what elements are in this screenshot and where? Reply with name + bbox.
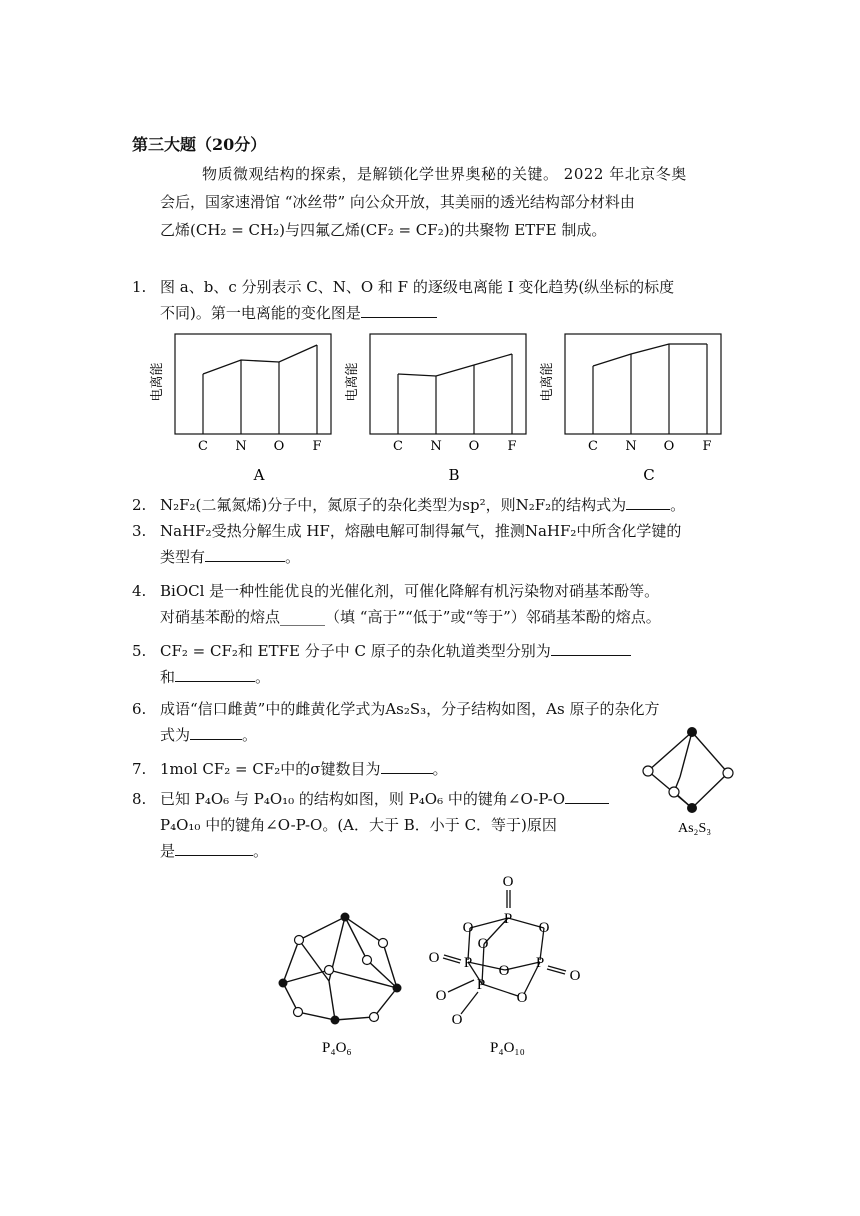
s-atom — [643, 766, 653, 776]
answer-blank[interactable] — [565, 787, 609, 804]
question-text: NaHF₂受热分解生成 HF，熔融电解可制得氟气，推测NaHF₂中所含化学键的 — [160, 522, 682, 540]
atom-o: O — [451, 1012, 463, 1028]
question-number: 4. — [132, 582, 147, 600]
atom-p: P — [535, 955, 545, 971]
atom-o: O — [477, 936, 489, 952]
section-title: 第三大题（20分） — [132, 135, 267, 154]
intro-line-3: 乙烯(CH₂ = CH₂)与四氟乙烯(CF₂ = CF₂)的共聚物 ETFE 制成。 — [160, 221, 607, 239]
atom-o: O — [428, 950, 440, 966]
series-line — [203, 345, 317, 374]
p4o10-label: P₄O₁₀ — [490, 1040, 525, 1056]
chart-frame — [565, 334, 721, 434]
question-text: 和 — [160, 668, 176, 686]
intro-line-1: 物质微观结构的探索，是解锁化学世界奥秘的关键。 2022 年北京冬奥 — [202, 165, 687, 183]
question-text: P₄O₁₀ 中的键角∠O-P-O。(A．大于 B．小于 C．等于)原因 — [160, 816, 557, 834]
question-text: 图 a、b、c 分别表示 C、N、O 和 F 的逐级电离能 I 变化趋势(纵坐标的标度 — [160, 278, 675, 296]
atom-p: P — [503, 911, 513, 927]
answer-blank[interactable] — [626, 493, 670, 510]
tick-label: F — [312, 439, 322, 454]
question-number: 3. — [132, 522, 147, 540]
atom-o: O — [498, 963, 510, 979]
atom-o: O — [538, 920, 550, 936]
p-atom — [331, 1016, 340, 1025]
series-line — [398, 354, 512, 376]
tick-label: N — [430, 439, 442, 454]
p4o6-structure — [270, 900, 410, 1070]
tick-label: F — [507, 439, 517, 454]
question-8: 8. 已知 P₄O₆ 与 P₄O₁₀ 的结构如图，则 P₄O₆ 中的键角∠O-P-O P₄O₁₀ 中的键角∠O-P-O。(A．大于 B．小于 C．等于)原因 是 。 — [132, 786, 652, 864]
question-text: 式为 — [160, 726, 191, 744]
answer-blank[interactable] — [361, 301, 437, 318]
question-5: 5. CF₂ = CF₂和 ETFE 分子中 C 原子的杂化轨道类型分别为 和 。 — [132, 638, 732, 690]
answer-blank[interactable] — [551, 639, 631, 656]
question-number: 5. — [132, 642, 147, 660]
chart-frame — [370, 334, 526, 434]
p-atom — [393, 984, 402, 993]
s-atom — [669, 787, 679, 797]
as2s3-structure — [640, 722, 740, 842]
question-text: CF₂ = CF₂和 ETFE 分子中 C 原子的杂化轨道类型分别为 — [160, 642, 551, 660]
atom-p: P — [476, 977, 486, 993]
p4o10-structure — [420, 868, 590, 1068]
answer-blank[interactable] — [205, 545, 285, 562]
question-text: 不同)。第一电离能的变化图是 — [160, 304, 361, 322]
p-atom — [341, 913, 350, 922]
question-3: 3. NaHF₂受热分解生成 HF，熔融电解可制得氟气，推测NaHF₂中所含化学键的 类型有 。 — [132, 518, 732, 570]
y-axis-label: 电离能 — [150, 362, 165, 402]
question-number: 7. — [132, 760, 147, 778]
question-text: 1mol CF₂ = CF₂中的σ键数目为 — [160, 760, 381, 778]
panel-label: C — [643, 466, 655, 484]
o-atom — [294, 1008, 303, 1017]
atom-o: O — [502, 874, 514, 890]
question-number: 6. — [132, 700, 147, 718]
tick-label: N — [625, 439, 637, 454]
atom-o: O — [462, 920, 474, 936]
series-line — [593, 344, 707, 366]
o-atom — [325, 966, 334, 975]
s-atom — [723, 768, 733, 778]
atom-o: O — [569, 968, 581, 984]
atom-p: P — [463, 955, 473, 971]
p4o6-label: P₄O₆ — [322, 1040, 352, 1056]
o-atom — [295, 936, 304, 945]
answer-blank[interactable] — [175, 839, 253, 856]
tick-label: C — [393, 439, 403, 454]
tick-label: C — [588, 439, 598, 454]
panel-label: B — [448, 466, 460, 484]
tick-label: O — [273, 439, 285, 454]
as2s3-label: As₂S₃ — [678, 821, 712, 836]
atom-o: O — [435, 988, 447, 1004]
panel-label: A — [253, 466, 265, 484]
tick-label: C — [198, 439, 208, 454]
question-4 — [132, 578, 732, 630]
answer-blank[interactable] — [175, 665, 255, 682]
tick-label: O — [468, 439, 480, 454]
intro-paragraph — [160, 160, 730, 244]
question-text: 成语“信口雌黄”中的雌黄化学式为As₂S₃，分子结构如图，As 原子的杂化方 — [160, 700, 660, 718]
p-atom — [279, 979, 288, 988]
question-text: 是 — [160, 842, 176, 860]
question-number: 1. — [132, 278, 147, 296]
o-atom — [370, 1013, 379, 1022]
question-number: 8. — [132, 790, 147, 808]
question-text: 对硝基苯酚的熔点______（填 “高于”“低于”或“等于”）邻硝基苯酚的熔点。 — [160, 608, 661, 626]
as-atom — [687, 803, 697, 813]
question-text: N₂F₂(二氟氮烯)分子中，氮原子的杂化类型为sp²，则N₂F₂的结构式为 — [160, 496, 627, 514]
ionization-charts — [150, 330, 735, 490]
intro-line-2: 会后，国家速滑馆 “冰丝带” 向公众开放，其美丽的透光结构部分材料由 — [160, 193, 635, 211]
question-1 — [132, 274, 732, 326]
answer-blank[interactable] — [190, 723, 242, 740]
question-text: BiOCl 是一种性能优良的光催化剂，可催化降解有机污染物对硝基苯酚等。 — [160, 582, 660, 600]
tick-label: O — [663, 439, 675, 454]
question-text: 类型有 — [160, 548, 206, 566]
question-2: 2. N₂F₂(二氟氮烯)分子中，氮原子的杂化类型为sp²，则N₂F₂的结构式为 。 — [132, 492, 732, 518]
tick-label: F — [702, 439, 712, 454]
as-atom — [687, 727, 697, 737]
o-atom — [363, 956, 372, 965]
answer-blank[interactable] — [381, 757, 433, 774]
tick-label: N — [235, 439, 247, 454]
y-axis-label: 电离能 — [345, 362, 360, 402]
question-6: 6. 成语“信口雌黄”中的雌黄化学式为As₂S₃，分子结构如图，As 原子的杂化方 式为 。 — [132, 696, 732, 748]
atom-o: O — [516, 990, 528, 1006]
y-axis-label: 电离能 — [540, 362, 555, 402]
question-text: 已知 P₄O₆ 与 P₄O₁₀ 的结构如图，则 P₄O₆ 中的键角∠O-P-O — [160, 790, 565, 808]
question-7: 7. 1mol CF₂ = CF₂中的σ键数目为 。 — [132, 756, 732, 782]
question-number: 2. — [132, 496, 147, 514]
o-atom — [379, 939, 388, 948]
